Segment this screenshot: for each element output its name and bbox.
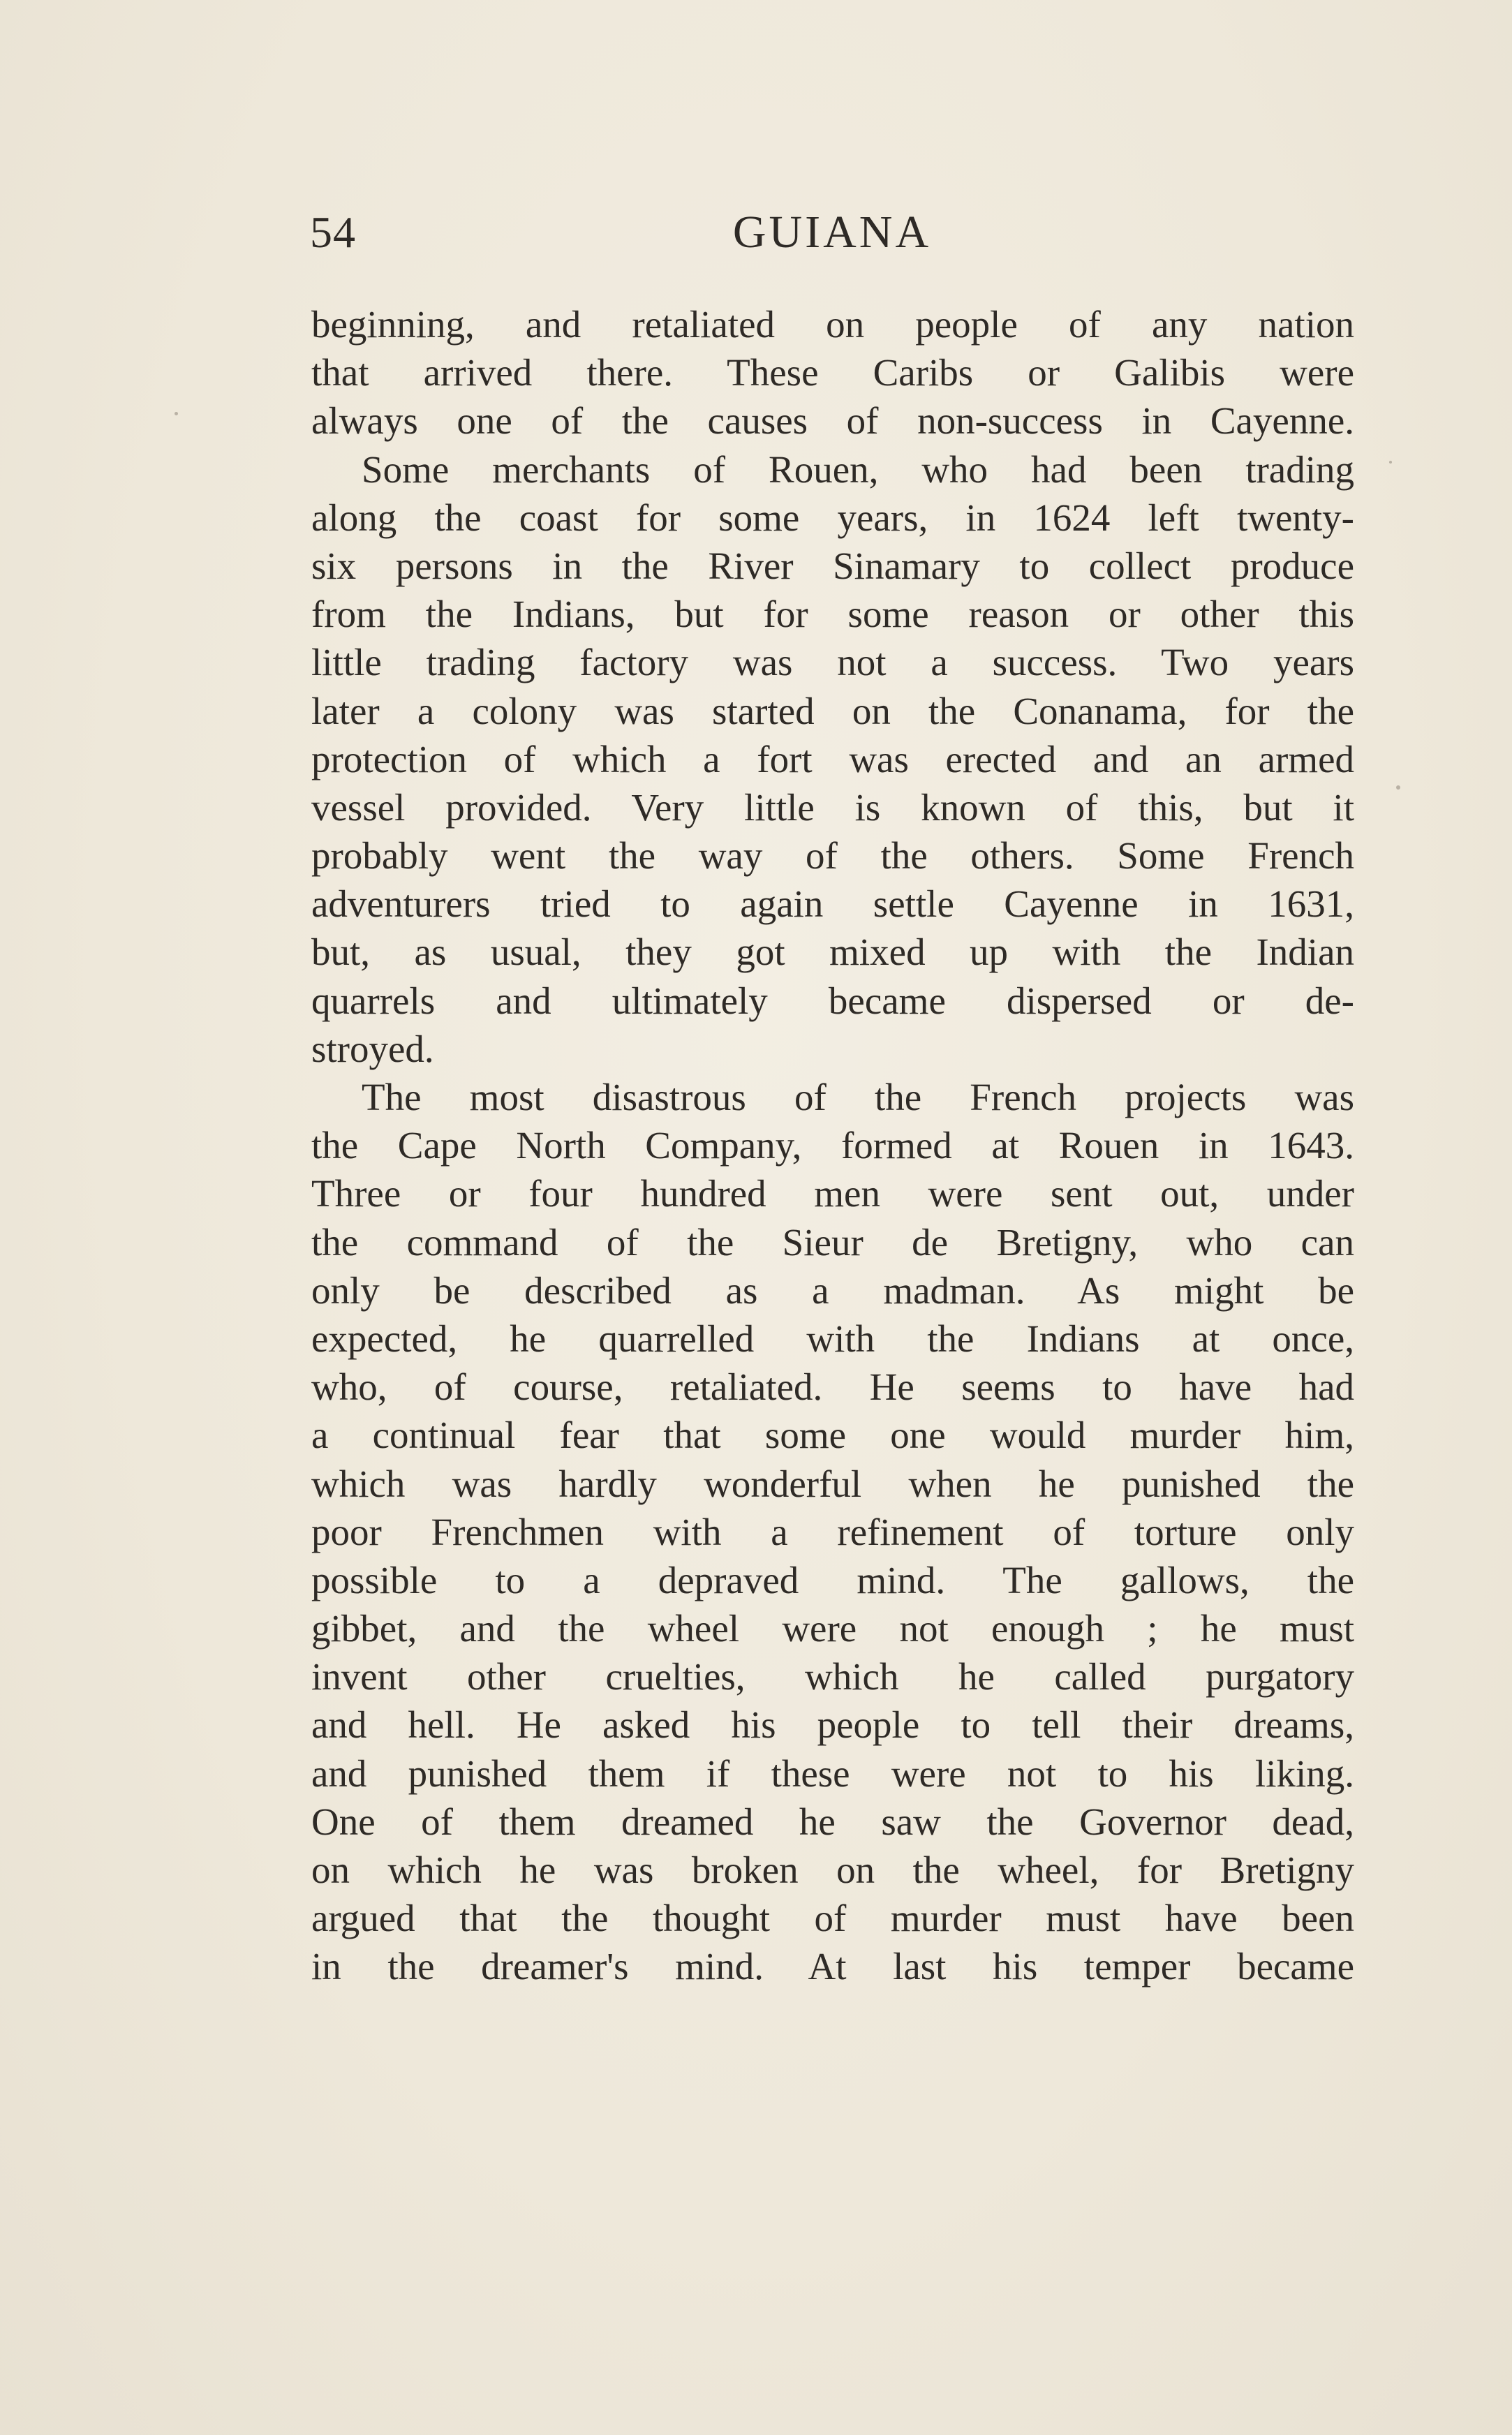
text-line: poor Frenchmen with a refinement of torture only: [311, 1510, 1354, 1553]
text-line: vessel provided. Very little is known of this, but it: [311, 785, 1354, 829]
text-line: One of them dreamed he saw the Governor dead,: [311, 1800, 1354, 1843]
text-line: invent other cruelties, which he called purgatory: [311, 1655, 1354, 1698]
text-line: protection of which a fort was erected and an armed: [311, 737, 1354, 780]
text-line: the command of the Sieur de Bretigny, who can: [311, 1220, 1354, 1264]
paper-speck: [1396, 785, 1400, 790]
text-line: gibbet, and the wheel were not enough ; he must: [311, 1607, 1354, 1650]
text-line: a continual fear that some one would murder him,: [311, 1414, 1354, 1457]
text-line: little trading factory was not a success. Two years: [311, 641, 1354, 684]
text-line: six persons in the River Sinamary to collect produce: [311, 544, 1354, 587]
body-text: [311, 300, 1354, 1991]
text-line: Some merchants of Rouen, who had been trading: [362, 447, 1354, 491]
text-line: adventurers tried to again settle Cayenne in 1631,: [311, 882, 1354, 926]
text-line: stroyed.: [311, 1027, 434, 1070]
page-header: [310, 194, 1354, 271]
text-line: probably went the way of the others. Some French: [311, 834, 1354, 878]
text-line: only be described as a madman. As might be: [311, 1268, 1354, 1312]
text-line: later a colony was started on the Conanama, for the: [311, 689, 1354, 732]
text-line: possible to a depraved mind. The gallows, the: [311, 1558, 1354, 1601]
text-line: always one of the causes of non-success in Cayenne.: [311, 399, 1354, 443]
text-line: along the coast for some years, in 1624 left twenty-: [311, 496, 1354, 539]
text-line: argued that the thought of murder must have been: [311, 1897, 1354, 1940]
text-line: that arrived there. These Caribs or Galibis were: [311, 351, 1354, 394]
text-line: expected, he quarrelled with the Indians at once,: [311, 1317, 1354, 1360]
running-title: GUIANA: [732, 207, 932, 258]
text-line: The most disastrous of the French projects was: [362, 1076, 1354, 1118]
page-number: 54: [310, 207, 356, 257]
text-line: in the dreamer's mind. At last his temper became: [311, 1945, 1354, 1988]
text-line: beginning, and retaliated on people of any nation: [311, 303, 1354, 346]
paper-speck: [175, 412, 178, 415]
text-line: Three or four hundred men were sent out, under: [311, 1172, 1354, 1215]
text-line: and punished them if these were not to his liking.: [311, 1752, 1354, 1795]
text-line: which was hardly wonderful when he punished the: [311, 1462, 1354, 1505]
text-line: on which he was broken on the wheel, for Bretigny: [311, 1849, 1354, 1891]
text-line: who, of course, retaliated. He seems to have had: [311, 1365, 1354, 1409]
paper-speck: [1389, 461, 1392, 464]
text-line: and hell. He asked his people to tell their dreams,: [311, 1703, 1354, 1747]
text-line: from the Indians, but for some reason or other this: [311, 593, 1354, 636]
text-line: the Cape North Company, formed at Rouen in 1643.: [311, 1124, 1354, 1167]
text-line: quarrels and ultimately became dispersed or de-: [311, 979, 1354, 1022]
text-line: but, as usual, they got mixed up with the Indian: [311, 931, 1354, 974]
